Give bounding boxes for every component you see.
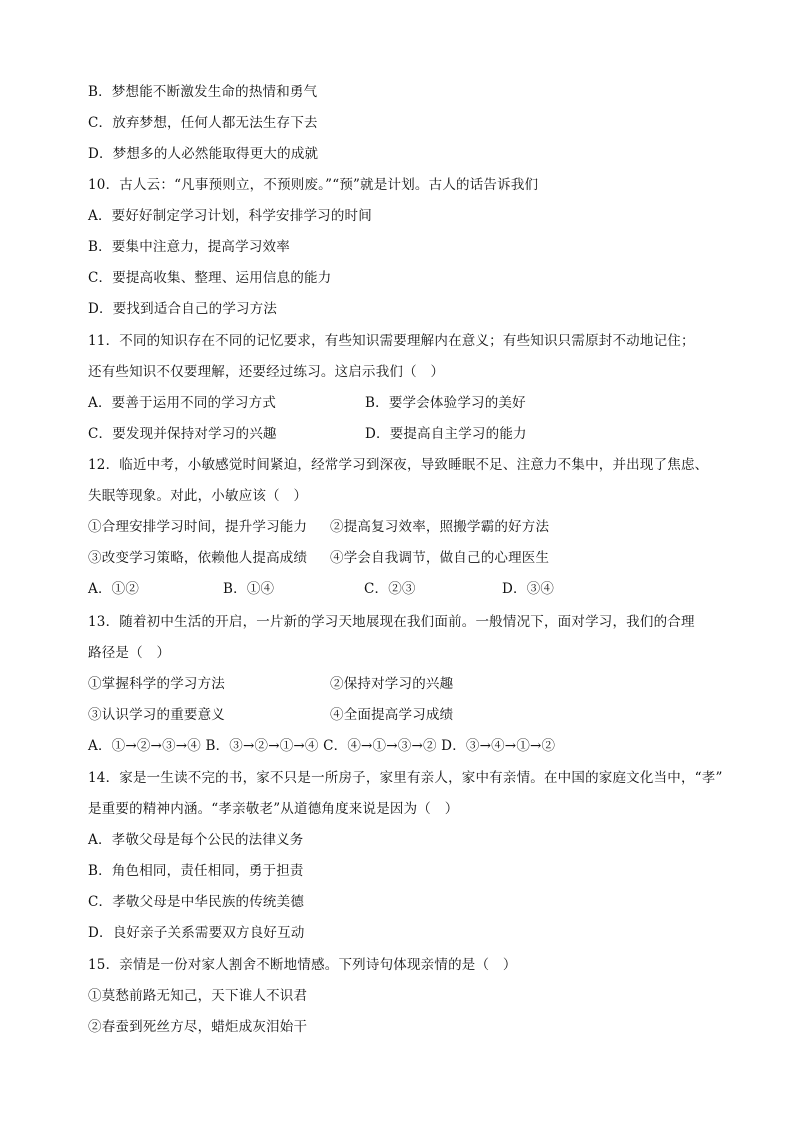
q10-option-d: D．要找到适合自己的学习方法 [88, 301, 278, 317]
q9-option-b: B．梦想能不断激发生命的热情和勇气 [88, 84, 318, 100]
q14-option-d: D．良好亲子关系需要双方良好互动 [88, 925, 305, 941]
q10-option-a: A．要好好制定学习计划，科学安排学习的时间 [88, 208, 372, 224]
q12-option-a: A．①② [88, 581, 140, 597]
q13-statement-1: ①掌握科学的学习方法 [88, 676, 225, 692]
q12-statement-1: ①合理安排学习时间，提升学习能力 [88, 519, 308, 535]
q13-stem-line2: 路径是（ ） [88, 645, 171, 661]
q13-statement-4: ④全面提高学习成绩 [330, 707, 454, 723]
q11-stem-line2: 还有些知识不仅要理解，还要经过练习。这启示我们（ ） [88, 364, 445, 380]
q12-option-b: B．①④ [223, 581, 275, 597]
q12-option-d: D．③④ [502, 581, 555, 597]
q12-option-c: C．②③ [364, 581, 416, 597]
q15-statement-1: ①莫愁前路无知己，天下谁人不识君 [88, 988, 308, 1004]
q12-stem-line1: 12．临近中考，小敏感觉时间紧迫，经常学习到深夜，导致睡眠不足、注意力不集中，并出现了焦虑、 [88, 457, 709, 473]
q11-option-d: D．要提高自主学习的能力 [365, 426, 527, 442]
q12-stem-line2: 失眠等现象。对此，小敏应该（ ） [88, 488, 308, 504]
q14-stem-line2: 是重要的精神内涵。“孝亲敬老”从道德角度来说是因为（ ） [88, 801, 459, 817]
q14-option-a: A．孝敬父母是每个公民的法律义务 [88, 832, 304, 848]
q13-options: A．①→②→③→④ B．③→②→①→④ C．④→①→③→② D．③→④→①→② [88, 738, 556, 754]
q12-statement-2: ②提高复习效率，照搬学霸的好方法 [330, 519, 550, 535]
q13-statement-2: ②保持对学习的兴趣 [330, 676, 454, 692]
q9-option-d: D．梦想多的人必然能取得更大的成就 [88, 146, 319, 162]
q11-stem-line1: 11．不同的知识存在不同的记忆要求，有些知识需要理解内在意义；有些知识只需原封不动地记住； [88, 333, 695, 349]
q11-option-c: C．要发现并保持对学习的兴趣 [88, 426, 277, 442]
q14-option-b: B．角色相同，责任相同，勇于担责 [88, 863, 304, 879]
q14-stem-line1: 14．家是一生读不完的书，家不只是一所房子，家里有亲人，家中有亲情。在中国的家庭文化当中，“孝” [88, 770, 723, 786]
q15-stem: 15．亲情是一份对家人割舍不断地情感。下列诗句体现亲情的是（ ） [88, 957, 517, 973]
q11-option-a: A．要善于运用不同的学习方式 [88, 395, 277, 411]
q13-statement-3: ③认识学习的重要意义 [88, 707, 225, 723]
q10-stem: 10．古人云：“凡事预则立，不预则废。”“预”就是计划。古人的话告诉我们 [88, 177, 539, 193]
q12-statement-3: ③改变学习策略，依赖他人提高成绩 [88, 550, 308, 566]
q15-statement-2: ②春蚕到死丝方尽，蜡炬成灰泪始干 [88, 1019, 308, 1035]
q10-option-c: C．要提高收集、整理、运用信息的能力 [88, 270, 332, 286]
q13-stem-line1: 13．随着初中生活的开启，一片新的学习天地展现在我们面前。一般情况下，面对学习，我们的合理 [88, 614, 695, 630]
q9-option-c: C．放弃梦想，任何人都无法生存下去 [88, 115, 318, 131]
q14-option-c: C．孝敬父母是中华民族的传统美德 [88, 894, 305, 910]
q10-option-b: B．要集中注意力，提高学习效率 [88, 239, 290, 255]
q12-statement-4: ④学会自我调节，做自己的心理医生 [330, 550, 550, 566]
q11-option-b: B．要学会体验学习的美好 [365, 395, 526, 411]
